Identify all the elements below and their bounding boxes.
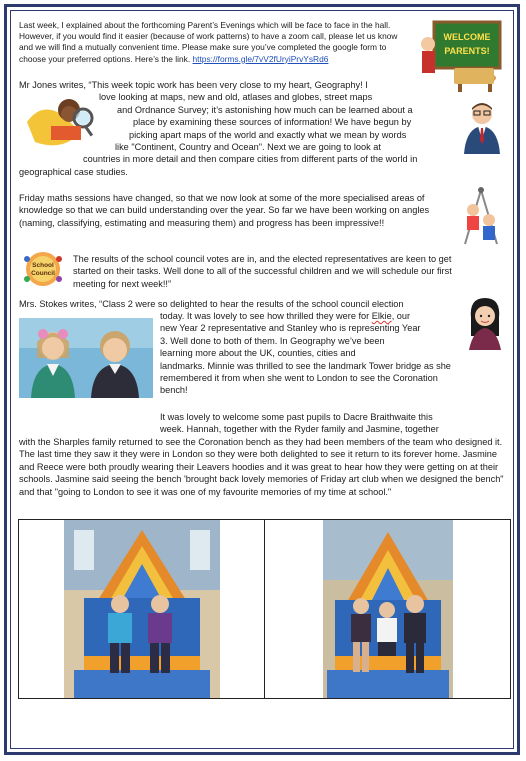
stokes-line2a: today. It was lovely to see how thrilled they were for	[160, 311, 372, 321]
jones-line3: and Ordnance Survey; it’s astonishing how much can be learned about a	[117, 104, 413, 115]
visitors-rest: with the Sharples family returned to see the Coronation bench as they had been members of the team who designed it. The last time they saw it they were in London so they were both delighted to see it return to its forever home. Jasmine and Reece were both proudly wearing their Leavers hoodies and it was great to hear how they were getting on at their schools. Jasmine said seeing the bench 'brought back lovely memories of Friday art club when we designed the bench" and that "going to London to see it was one of my favourite memories of my time at school."	[19, 437, 504, 497]
google-form-link[interactable]: https://forms.gle/7vV2fUryiPrvYsRd6	[192, 53, 329, 64]
boy-magnifier-clipart	[21, 92, 103, 156]
poster-line2: PARENTS!	[444, 46, 490, 56]
photo-table-divider	[264, 520, 265, 698]
jones-line6: like "Continent, Country and Ocean". Next we are going to look at	[115, 142, 381, 153]
intro-paragraph	[19, 20, 411, 65]
jones-line2: love looking at maps, new and old, atlases and globes, street maps	[99, 92, 373, 103]
council-text: The results of the school council votes are in, and the elected representatives are keen to get started on their tasks. Well done to all of the successful children and we will schedule our first meeting for next week!!”	[73, 254, 452, 289]
stokes-line1: Mrs. Stokes writes, “Class 2 were so delighted to hear the results of the school council election	[19, 299, 404, 309]
badge-line1: School	[32, 262, 54, 269]
visitors-paragraph	[19, 436, 507, 498]
stokes-line2	[160, 310, 500, 322]
jones-line7: countries in more detail and then compare cities from different parts of the world in	[83, 154, 418, 165]
stokes-line7: remembered it from when she went to London to see the Coronation	[160, 373, 438, 384]
stokes-line4: 3. Well done to both of them. In Geography we’ve been	[160, 335, 385, 346]
council-paragraph	[73, 253, 473, 290]
maths-text: Friday maths sessions have changed, so that we now look at some of the more specialised areas of knowledge so that we can build understanding over the year. So far we have been working on angles (naming, classifying, estimating and measuring them) and progress has been impressive!!	[19, 193, 430, 228]
maths-paragraph	[19, 192, 455, 229]
visitors-line2: week. Hannah, together with the Ryder family and Jasmine, together	[160, 424, 439, 435]
geometry-kids-clipart	[457, 186, 505, 248]
photo-table	[18, 519, 511, 699]
teacher-clipart	[460, 100, 504, 154]
council-reps-photo	[19, 318, 153, 398]
stokes-line5: learning more about the UK, counties, cities and	[160, 348, 356, 359]
stokes-paragraph	[19, 298, 464, 310]
stokes-line6: landmarks. Minnie was thrilled to see the landmark Tower bridge as she	[160, 360, 451, 371]
stokes-line8: bench!	[160, 385, 188, 396]
poster-line1: WELCOME	[443, 32, 491, 42]
bench-photo-right	[323, 520, 453, 698]
stokes-line3: new Year 2 representative and Stanley who is representing Year	[160, 323, 421, 334]
stokes-elkie: Elkie	[371, 311, 392, 321]
intro-text: Last week, I explained about the forthcoming Parent’s Evenings which will be face to face in the hall. However, if you would find it easier (because of work patterns) to have a zoom call, please let us know and we will find a mutually convenient time. Please make sure you’ve completed the google form to choose your preferred options. Here’s the link.	[19, 20, 398, 64]
stokes-line2c: , our	[391, 311, 411, 321]
badge-line2: Council	[31, 270, 55, 277]
school-council-badge	[20, 251, 66, 287]
jones-line1: Mr Jones writes, “This week topic work has been very close to my heart, Geography! I	[19, 80, 368, 90]
jones-line5: picking apart maps of the world and exactly what we mean by words	[129, 129, 407, 140]
bench-photo-left	[64, 520, 220, 698]
visitors-intro	[160, 411, 500, 436]
jones-line4: place by examining these sources of information! We have begun by	[133, 117, 412, 128]
visitors-line1: It was lovely to welcome some past pupils to Dacre Braithwaite this	[160, 412, 433, 422]
stokes-continued	[160, 310, 500, 397]
jones-line8: geographical case studies.	[19, 166, 128, 177]
